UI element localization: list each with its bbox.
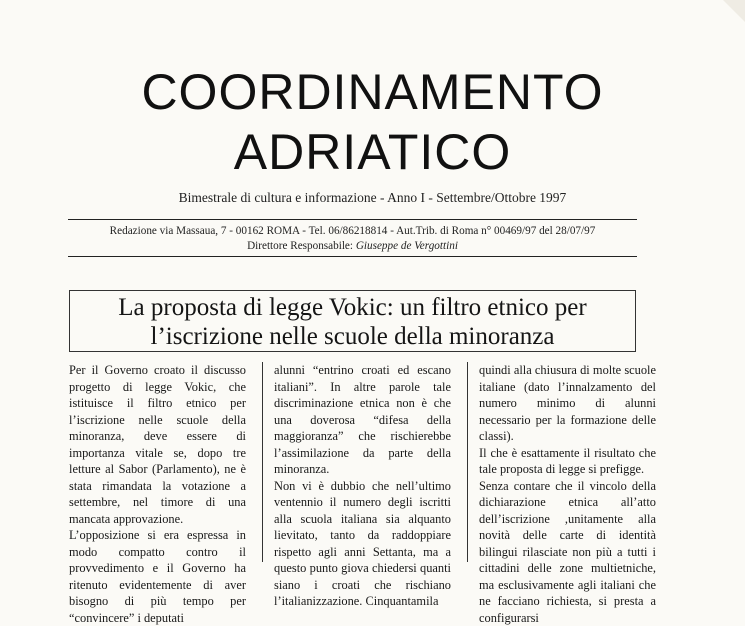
headline-line-1: La proposta di legge Vokic: un filtro etnico per xyxy=(70,293,635,322)
masthead-line-2: ADRIATICO xyxy=(0,122,745,182)
headline-line-2: l’iscrizione nelle scuole della minoranza xyxy=(70,322,635,351)
paragraph: Non vi è dubbio che nell’ultimo ventennio il numero degli iscritti alla scuola italiana sia alquanto lievitato, tanto da raddoppiare rispetto agli anni Settanta, ma a questo punto giova chiedersi quanti siano i croati che rischiano l’italianizzazione. Cinquantamila xyxy=(274,478,451,610)
paragraph: Senza contare che il vincolo della dichiarazione etnica all’atto dell’iscrizione ,unitamente alla novità delle carte di identità bilingui rilasciate non più a tutti i cittadini delle zone multietniche, ma esclusivamente agli italiani che ne facciano richiesta, si presta a configurarsi xyxy=(479,478,656,626)
paragraph: Per il Governo croato il discusso progetto di legge Vokic, che istituisce il filtro etnico per l’iscrizione nelle scuole della minoranza, deve essere di importanza vitale se, dopo tre letture al Sabor (Parlamento), ne è stata rimandata la votazione a settembre, nel timore di una mancata approvazione. xyxy=(69,362,246,527)
header-rule-top xyxy=(68,219,637,220)
editorial-address: Redazione via Massaua, 7 - 00162 ROMA - Tel. 06/86218814 - Aut.Trib. di Roma n° 00469/97 del 28/07/97 xyxy=(68,224,637,239)
header-rule-bottom xyxy=(68,256,637,257)
director-label: Direttore Responsabile: xyxy=(247,240,353,252)
paragraph: quindi alla chiusura di molte scuole italiane (dato l’innalzamento del numero minimo di alunni necessario per la formazione delle classi). xyxy=(479,362,656,445)
publication-info xyxy=(68,224,637,254)
column-divider xyxy=(467,362,468,562)
column-divider xyxy=(262,362,263,562)
article-column-2 xyxy=(274,362,451,562)
director-name: Giuseppe de Vergottini xyxy=(356,240,458,252)
paragraph: L’opposizione si era espressa in modo compatto contro il provvedimento e il Governo ha ritenuto evidentemente di aver bisogno di più tempo per “convincere” i deputati xyxy=(69,527,246,626)
masthead xyxy=(0,62,745,182)
article-column-3 xyxy=(479,362,656,562)
masthead-line-1: COORDINAMENTO xyxy=(0,62,745,122)
article-column-1 xyxy=(69,362,246,562)
paragraph: alunni “entrino croati ed escano italiani”. In altre parole tale discriminazione etnica non è che una doverosa “difesa della maggioranza” che rischierebbe l’assimilazione da parte della minoranza. xyxy=(274,362,451,478)
director-line xyxy=(68,239,637,254)
article-headline xyxy=(69,290,636,352)
page-corner-fold xyxy=(723,0,745,22)
publication-subtitle: Bimestrale di cultura e informazione - Anno I - Settembre/Ottobre 1997 xyxy=(0,190,745,206)
paragraph: Il che è esattamente il risultato che tale proposta di legge si prefigge. xyxy=(479,445,656,478)
